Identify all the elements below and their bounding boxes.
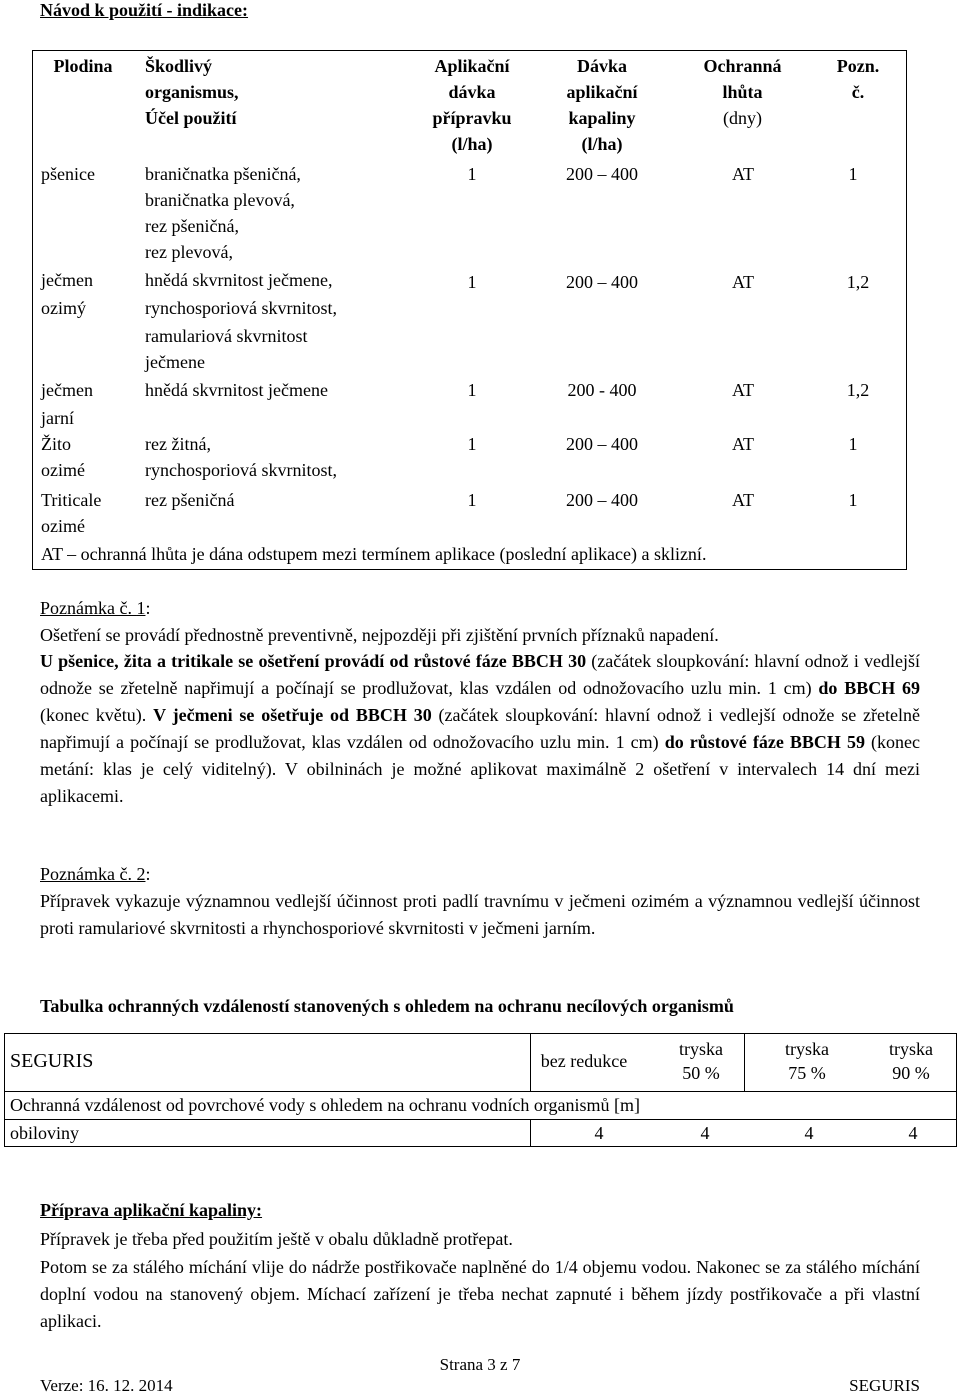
row-dose: 1 [467,272,477,292]
note1-title-text: Poznámka č. [40,598,137,618]
distance-table [4,1033,957,1147]
note1-title [40,596,150,620]
row-crop: pšenice [41,164,95,184]
header-kapaliny-3: kapaliny [568,108,636,128]
row-crop: ozimé [41,516,85,536]
distance-crop: obiloviny [10,1123,80,1143]
row-crop: ječmen [41,270,93,290]
note1-text-1: (začátek sloupkování: hlavní odnož i vedlejší odnože se zřetelně napřimují a počínají se prodlužovat, klas vzdálen od odnožovacího uzlu min. 1 cm) [40,651,920,698]
row-period: AT [732,380,754,400]
row-organism: rynchosporiová skvrnitost, [145,298,337,318]
row-note: 1,2 [846,380,870,400]
note1-title-colon: : [145,598,151,618]
header-organismus-3: Účel použití [145,108,237,128]
header-aplikacni-3: přípravku [432,108,512,128]
distance-value: 4 [594,1123,604,1143]
row-organism: hnědá skvrnitost ječmene [145,380,328,400]
row-organism: braničnatka pšeničná, [145,164,301,184]
distance-col-50-value: 50 % [682,1063,720,1083]
preparation-line2: Potom se za stálého míchání vlije do nádrže postřikovače naplněné do 1/4 objemu vodou. Nakonec se za stálého míchání doplní vodou na stanovený objem. Míchací zařízení je třeba nechat zapnuté i během jízdy postřikovače a při vlastní aplikaci. [40,1257,920,1331]
row-organism: ramulariová skvrnitost [145,326,308,346]
header-pozn-1: Pozn. [836,56,880,76]
row-crop: jarní [41,408,74,428]
note1-paragraph [40,648,920,810]
distance-col-75-label: tryska [785,1039,829,1059]
note2-title [40,862,150,886]
row-liquid: 200 - 400 [567,380,637,400]
row-dose: 1 [467,490,477,510]
note1-text-3: (začátek sloupkování: hlavní odnož i vedlejší odnože se zřetelně napřimují a počínají se prodlužovat, klas vzdálen od odnožovacího uzlu min. 1 cm) [40,705,920,752]
note1-text-2: (konec květu). [40,705,154,725]
header-lhuta-1: Ochranná [703,56,782,76]
header-organismus-1: Škodlivý [145,56,213,76]
note1-bold-4: do růstové fáze BBCH 59 [664,732,865,752]
distance-col-90-label: tryska [889,1039,933,1059]
footer-version: Verze: 16. 12. 2014 [40,1376,173,1395]
note1-bold-2: do BBCH 69 [818,678,920,698]
row-note: 1 [848,434,858,454]
footer-product: SEGURIS [849,1376,920,1395]
table-footnote: AT – ochranná lhůta je dána odstupem mezi termínem aplikace (poslední aplikace) a sklizní. [41,544,707,564]
row-organism: rez žitná, [145,434,211,454]
distance-product: SEGURIS [10,1050,94,1072]
row-organism: ječmene [145,352,205,372]
header-kapaliny-1: Dávka [576,56,627,76]
row-crop: ozimé [41,460,85,480]
row-dose: 1 [467,164,477,184]
note2-text: Přípravek vykazuje významnou vedlejší účinnost proti padlí travnímu v ječmeni ozimém a významnou vedlejší účinnost proti ramulariové skvrnitosti a rhynchosporiové skvrnitosti v ječmeni jarním. [40,891,920,938]
header-lhuta-3: (dny) [723,108,762,128]
row-liquid: 200 – 400 [566,490,638,510]
row-period: AT [732,490,754,510]
row-dose: 1 [467,434,477,454]
row-organism: rez plevová, [145,242,233,262]
distance-col-50-label: tryska [679,1039,723,1059]
distance-value: 4 [804,1123,814,1143]
header-aplikacni-2: dávka [448,82,496,102]
row-organism: rynchosporiová skvrnitost, [145,460,337,480]
header-lhuta-2: lhůta [722,82,763,102]
row-liquid: 200 – 400 [566,434,638,454]
row-note: 1 [848,164,858,184]
row-organism: rez pšeničná [145,490,235,510]
row-organism: hnědá skvrnitost ječmene, [145,270,333,290]
row-crop: ječmen [41,380,93,400]
header-kapaliny-4: (l/ha) [581,134,623,154]
header-kapaliny-2: aplikační [566,82,638,102]
row-liquid: 200 – 400 [566,272,638,292]
indication-table [32,50,907,570]
distance-col-75-value: 75 % [788,1063,826,1083]
preparation-title: Příprava aplikační kapaliny: [40,1200,263,1220]
distance-water-row: Ochranná vzdálenost od povrchové vody s ohledem na ochranu vodních organismů [m] [10,1095,640,1115]
footer-page: Strana 3 z 7 [439,1355,521,1374]
distance-table-heading: Tabulka ochranných vzdáleností stanovených s ohledem na ochranu necílových organismů [40,996,734,1016]
row-period: AT [732,434,754,454]
row-note: 1,2 [846,272,870,292]
row-period: AT [732,272,754,292]
note1-line1: Ošetření se provádí přednostně preventivně, nejpozději při zjištění prvních příznaků napadení. [40,625,719,645]
note1-title-num: 1 [136,598,146,618]
row-note: 1 [848,490,858,510]
row-liquid: 200 – 400 [566,164,638,184]
note2-title-text: Poznámka č. [40,864,137,884]
preparation-line1: Přípravek je třeba před použitím ještě v obalu důkladně protřepat. [40,1229,513,1249]
note1-bold-3: V ječmeni se ošetřuje od BBCH 30 [153,705,432,725]
distance-col-90-value: 90 % [892,1063,930,1083]
note2-title-num: 2 [136,864,146,884]
header-aplikacni-4: (l/ha) [451,134,493,154]
header-plodina: Plodina [53,56,113,76]
row-dose: 1 [467,380,477,400]
note2-title-colon: : [145,864,151,884]
header-aplikacni-1: Aplikační [434,56,510,76]
row-organism: braničnatka plevová, [145,190,295,210]
page-title: Návod k použití - indikace: [40,0,249,20]
note1-text-4: (konec metání: klas je celý viditelný). V obilninách je možné aplikovat maximálně 2 ošetření v intervalech 14 dní mezi aplikacemi. [40,732,920,806]
header-pozn-2: č. [851,82,865,102]
header-organismus-2: organismus, [145,82,239,102]
row-crop: ozimý [41,298,86,318]
note1-bold-1: U pšenice, žita a tritikale se ošetření provádí od růstové fáze BBCH 30 [40,651,587,671]
row-crop: Triticale [41,490,102,510]
distance-col-none: bez redukce [540,1051,628,1071]
row-organism: rez pšeničná, [145,216,239,236]
distance-value: 4 [908,1123,918,1143]
distance-value: 4 [700,1123,710,1143]
row-period: AT [732,164,754,184]
row-crop: Žito [41,434,71,454]
